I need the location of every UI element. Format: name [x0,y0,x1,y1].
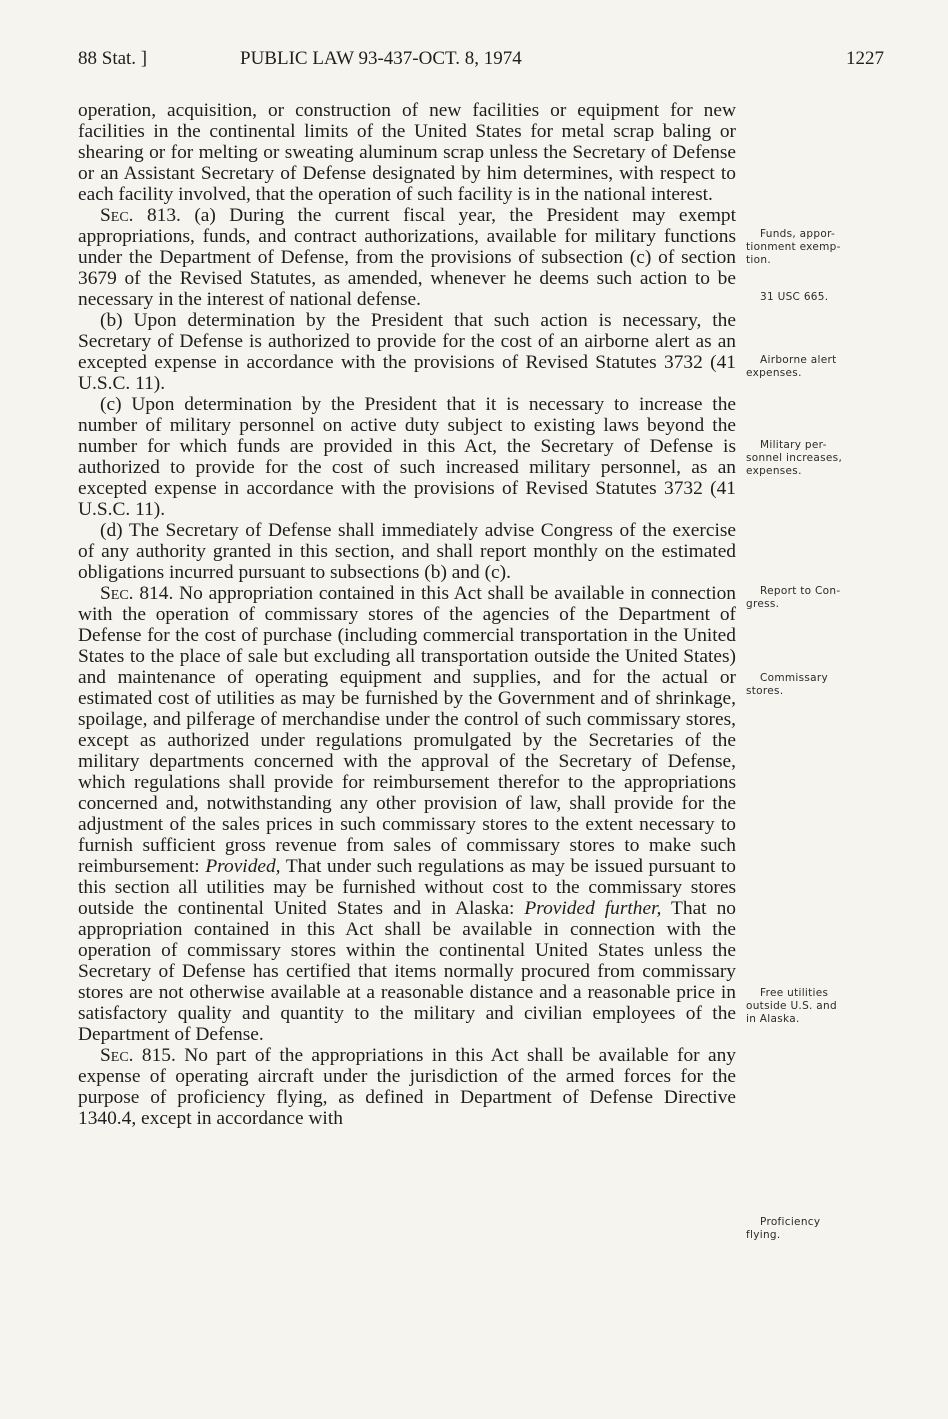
margin-note-funds-apportionment: Funds, appor- tionment exemp- tion. [746,228,841,266]
paragraph-sec-813: Sec. 813. (a) During the current fiscal year, the President may exempt appropriations, funds, and contract authorizations, available for military functions under the Department of Defense, from the provisions of subsection (c) of section 3679 of the Revised Statutes, as amended, whenever he deems such action to be necessary in the interest of national defense. [78,205,736,310]
section-label: Sec. [100,1045,134,1066]
paragraph-sec-815: Sec. 815. No part of the appropriations in this Act shall be available for any expense of operating aircraft under the jurisdiction of the armed forces for the purpose of proficiency flying, as defined in Department of Defense Directive 1340.4, except in accordance with [78,1045,736,1129]
paragraph-sec-814: Sec. 814. No appropriation contained in this Act shall be available in connection with the operation of commissary stores of the agencies of the Department of Defense for the cost of purchase (including commercial transportation in the United States to the place of sale but excluding all transportation outside the United States) and maintenance of operating equipment and supplies, and for the actual or estimated cost of utilities as may be furnished by the Government and of shrinkage, spoilage, and pilferage of merchandise under the control of such commissary stores, except as authorized under regulations promulgated by the Secretaries of the military departments concerned with the approval of the Secretary of Defense, which regulations shall provide for reimbursement therefor to the appropriations concerned and, notwithstanding any other provision of law, shall provide for the adjustment of the sales prices in such commissary stores to the extent necessary to furnish sufficient gross revenue from sales of commissary stores to make such reimbursement: Provided, That under such regulations as may be issued pursuant to this section all utilities may be furnished without cost to the commissary stores outside the continental United States and in Alaska: Provided further, That no appropriation contained in this Act shall be available in connection with the operation of commissary stores within the continental United States unless the Secretary of Defense has certified that items normally procured from commissary stores are not otherwise available at a reasonable distance and a reasonable price in satisfactory quality and quantity to the military and civilian employees of the Department of Defense. [78,583,736,1045]
margin-note-military-personnel: Military per- sonnel increases, expenses. [746,439,843,477]
body-text [78,100,736,1129]
margin-note-free-utilities: Free utilities outside U.S. and in Alaska. [746,987,837,1025]
law-title: PUBLIC LAW 93-437-OCT. 8, 1974 [240,48,522,69]
margin-note-commissary-stores: Commissary stores. [746,672,829,697]
page-number: 1227 [846,48,884,69]
paragraph-813-d: (d) The Secretary of Defense shall immediately advise Congress of the exercise of any authority granted in this section, and shall report monthly on the estimated obligations incurred pursuant to subsections (b) and (c). [78,520,736,583]
paragraph-continuation: operation, acquisition, or construction of new facilities or equipment for new facilities in the continental limits of the United States for metal scrap baling or shearing or for melting or sweating aluminum scrap unless the Secretary of Defense or an Assistant Secretary of Defense designated by him determines, with respect to each facility involved, that the operation of such facility is in the national interest. [78,100,736,205]
page-header [78,48,884,78]
margin-note-airborne-alert: Airborne alert expenses. [746,354,837,379]
margin-note-report-congress: Report to Con- gress. [746,585,841,610]
statute-reference: 88 Stat. ] [78,48,148,69]
margin-note-proficiency-flying: Proficiency flying. [746,1216,821,1241]
margin-note-usc-citation: 31 USC 665. [760,291,829,303]
paragraph-813-b: (b) Upon determination by the President that such action is necessary, the Secretary of Defense is authorized to provide for the cost of an airborne alert as an excepted expense in accordance with the provisions of Revised Statutes 3732 (41 U.S.C. 11). [78,310,736,394]
paragraph-813-c: (c) Upon determination by the President that it is necessary to increase the number of military personnel on active duty subject to existing laws beyond the number for which funds are provided in this Act, the Secretary of Defense is authorized to provide for the cost of such increased military personnel, as an excepted expense in accordance with the provisions of Revised Statutes 3732 (41 U.S.C. 11). [78,394,736,520]
section-label: Sec. [100,583,134,604]
proviso-italic: Provided, [205,856,281,877]
proviso-italic: Provided further, [524,898,662,919]
section-label: Sec. [100,205,134,226]
